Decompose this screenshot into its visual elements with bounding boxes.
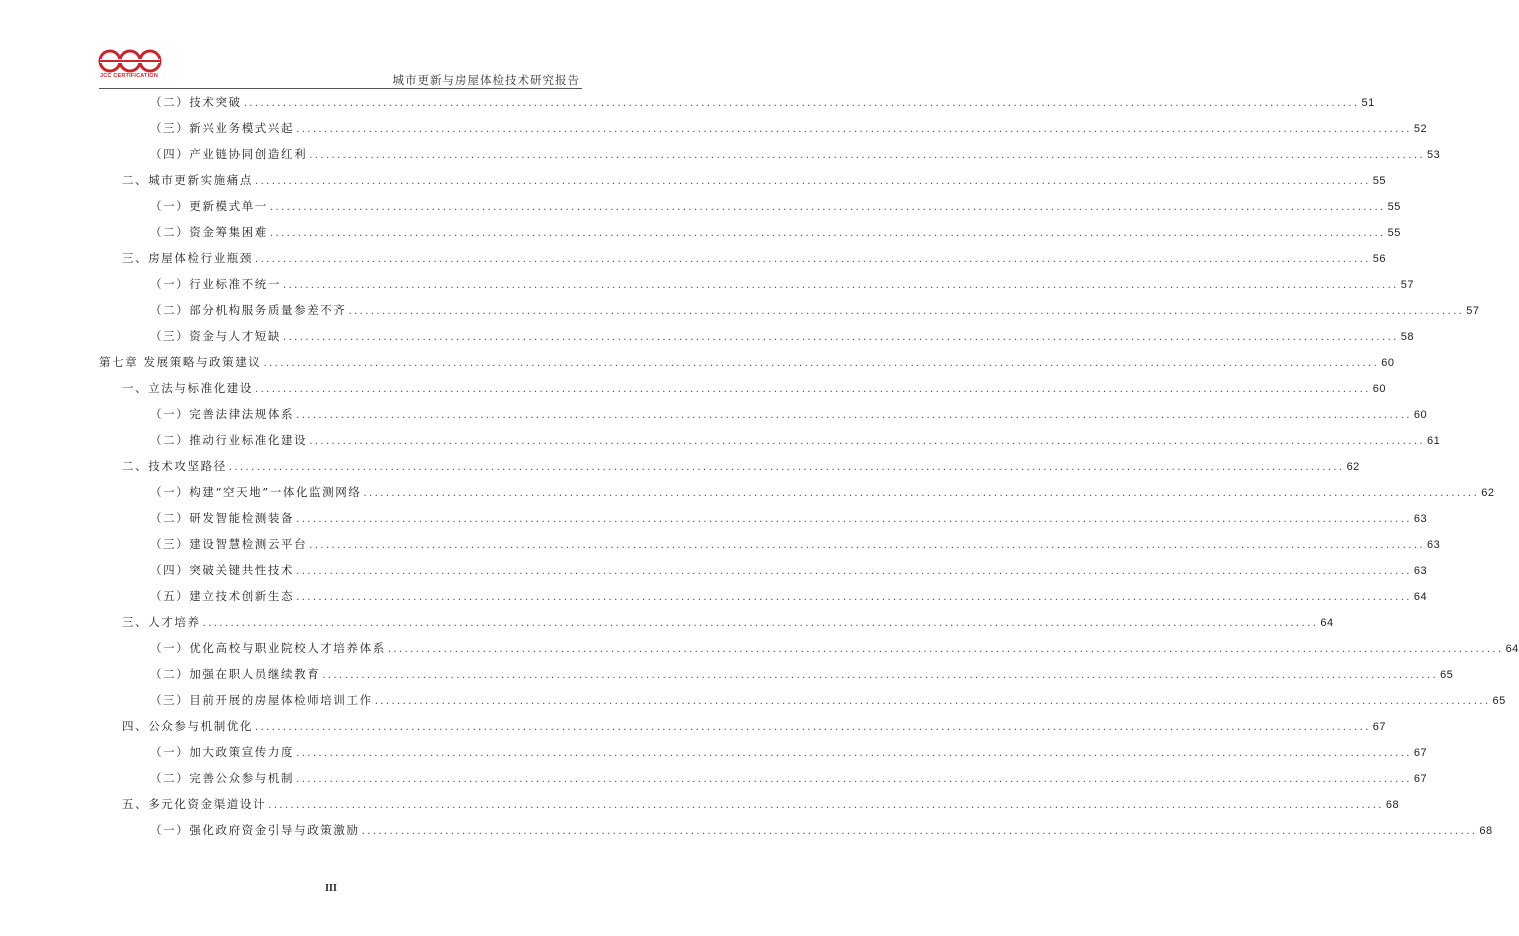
toc-leader-dots: ........................................................................................................................................................................................................ bbox=[255, 722, 1371, 733]
toc-leader-dots: ........................................................................................................................................................................................................ bbox=[283, 280, 1399, 291]
toc-entry[interactable] bbox=[99, 276, 1414, 292]
toc-entry-page: 51 bbox=[1361, 97, 1375, 109]
toc-entry[interactable] bbox=[99, 692, 1506, 708]
toc-leader-dots: ........................................................................................................................................................................................................ bbox=[374, 696, 1491, 707]
toc-entry-page: 65 bbox=[1492, 695, 1506, 707]
toc-leader-dots: ........................................................................................................................................................................................................ bbox=[309, 436, 1425, 447]
toc-entry-page: 55 bbox=[1387, 201, 1401, 213]
toc-entry[interactable] bbox=[99, 744, 1428, 760]
toc-entry[interactable] bbox=[99, 562, 1428, 578]
toc-leader-dots: ........................................................................................................................................................................................................ bbox=[255, 176, 1371, 187]
toc-entry-title: （二）资金筹集困难 bbox=[150, 225, 268, 239]
toc-entry-title: （二）推动行业标准化建设 bbox=[150, 433, 308, 447]
toc-leader-dots: ........................................................................................................................................................................................................ bbox=[255, 384, 1371, 395]
toc-entry[interactable] bbox=[99, 822, 1493, 838]
toc-entry-page: 62 bbox=[1481, 487, 1495, 499]
toc-entry[interactable] bbox=[99, 380, 1386, 396]
toc-entry-page: 67 bbox=[1413, 773, 1428, 785]
toc-entry[interactable] bbox=[99, 510, 1428, 526]
toc-entry-page: 60 bbox=[1372, 383, 1386, 395]
toc-entry-page: 63 bbox=[1413, 513, 1428, 525]
toc-leader-dots: ........................................................................................................................................................................................................ bbox=[263, 358, 1380, 369]
toc-entry-title: （三）资金与人才短缺 bbox=[150, 329, 281, 343]
toc-leader-dots: ........................................................................................................................................................................................................ bbox=[269, 228, 1386, 239]
toc-entry-page: 64 bbox=[1505, 643, 1519, 655]
toc-leader-dots: ........................................................................................................................................................................................................ bbox=[363, 488, 1480, 499]
toc-entry-title: （一）行业标准不统一 bbox=[150, 277, 281, 291]
toc-entry-title: （一）强化政府资金引导与政策激励 bbox=[150, 823, 360, 837]
toc-entry-page: 67 bbox=[1413, 747, 1428, 759]
toc-leader-dots: ........................................................................................................................................................................................................ bbox=[228, 462, 1345, 473]
toc-entry[interactable] bbox=[99, 172, 1386, 188]
toc-entry-title: （一）优化高校与职业院校人才培养体系 bbox=[150, 641, 386, 655]
toc-leader-dots: ........................................................................................................................................................................................................ bbox=[269, 202, 1386, 213]
toc-entry[interactable] bbox=[99, 796, 1400, 812]
toc-entry[interactable] bbox=[99, 94, 1375, 110]
toc-entry[interactable] bbox=[99, 588, 1428, 604]
toc-entry-title: 三、房屋体检行业瓶颈 bbox=[122, 251, 253, 265]
toc-entry-page: 63 bbox=[1413, 565, 1428, 577]
logo-text: JCC CERTIFICATION bbox=[100, 73, 158, 79]
toc-entry-title: 二、技术攻坚路径 bbox=[122, 459, 227, 473]
toc-entry[interactable] bbox=[99, 614, 1334, 630]
toc-entry-title: 一、立法与标准化建设 bbox=[122, 381, 253, 395]
toc-entry[interactable] bbox=[99, 224, 1401, 240]
toc-entry-title: （一）完善法律法规体系 bbox=[150, 407, 295, 421]
toc-entry-title: （三）新兴业务模式兴起 bbox=[150, 121, 295, 135]
toc-entry[interactable] bbox=[99, 640, 1519, 656]
toc-entry[interactable] bbox=[99, 120, 1428, 136]
toc-entry-page: 56 bbox=[1372, 253, 1386, 265]
toc-entry-page: 60 bbox=[1413, 409, 1428, 421]
toc-entry-page: 52 bbox=[1413, 123, 1428, 135]
toc-entry-title: （一）更新模式单一 bbox=[150, 199, 268, 213]
toc-entry-title: （四）突破关键共性技术 bbox=[150, 563, 295, 577]
toc-leader-dots: ........................................................................................................................................................................................................ bbox=[296, 124, 1412, 135]
toc-entry[interactable] bbox=[99, 302, 1480, 318]
toc-entry-page: 63 bbox=[1426, 539, 1441, 551]
toc-leader-dots: ........................................................................................................................................................................................................ bbox=[296, 748, 1412, 759]
toc-entry[interactable] bbox=[99, 432, 1441, 448]
toc-leader-dots: ........................................................................................................................................................................................................ bbox=[361, 826, 1478, 837]
toc-entry[interactable] bbox=[99, 328, 1414, 344]
toc-entry-page: 64 bbox=[1320, 617, 1334, 629]
toc-leader-dots: ........................................................................................................................................................................................................ bbox=[296, 514, 1412, 525]
toc-leader-dots: ........................................................................................................................................................................................................ bbox=[202, 618, 1319, 629]
toc-entry-title: 二、城市更新实施痛点 bbox=[122, 173, 253, 187]
page-number: III bbox=[325, 883, 337, 894]
toc-entry-title: 三、人才培养 bbox=[122, 615, 201, 629]
toc-entry-title: （三）建设智慧检测云平台 bbox=[150, 537, 308, 551]
toc-entry-title: （一）构建“空天地”一体化监测网络 bbox=[150, 485, 362, 499]
toc-entry[interactable] bbox=[99, 250, 1386, 266]
toc-entry[interactable] bbox=[99, 406, 1428, 422]
toc-leader-dots: ........................................................................................................................................................................................................ bbox=[309, 150, 1425, 161]
toc-leader-dots: ........................................................................................................................................................................................................ bbox=[268, 800, 1384, 811]
toc-leader-dots: ........................................................................................................................................................................................................ bbox=[322, 670, 1439, 681]
toc-entry-title: （二）技术突破 bbox=[150, 95, 242, 109]
toc-leader-dots: ........................................................................................................................................................................................................ bbox=[296, 774, 1412, 785]
toc-entry[interactable] bbox=[99, 770, 1428, 786]
toc-leader-dots: ........................................................................................................................................................................................................ bbox=[255, 254, 1371, 265]
toc-entry-title: 四、公众参与机制优化 bbox=[122, 719, 253, 733]
toc-leader-dots: ........................................................................................................................................................................................................ bbox=[283, 332, 1399, 343]
toc-leader-dots: ........................................................................................................................................................................................................ bbox=[348, 306, 1465, 317]
toc-entry-title: 第七章 发展策略与政策建议 bbox=[99, 355, 262, 369]
toc-entry-page: 64 bbox=[1413, 591, 1428, 603]
toc-entry-page: 68 bbox=[1385, 799, 1400, 811]
toc-entry-page: 55 bbox=[1372, 175, 1386, 187]
toc-entry-page: 55 bbox=[1387, 227, 1401, 239]
toc-entry-title: （五）建立技术创新生态 bbox=[150, 589, 295, 603]
toc-entry-page: 58 bbox=[1400, 331, 1414, 343]
toc-entry-page: 65 bbox=[1440, 669, 1454, 681]
toc-entry-page: 57 bbox=[1400, 279, 1414, 291]
toc-entry-page: 60 bbox=[1381, 357, 1395, 369]
toc-entry[interactable] bbox=[99, 146, 1441, 162]
toc-entry-page: 57 bbox=[1466, 305, 1480, 317]
toc-entry-title: （二）完善公众参与机制 bbox=[150, 771, 295, 785]
toc-entry[interactable] bbox=[99, 458, 1360, 474]
toc-leader-dots: ........................................................................................................................................................................................................ bbox=[387, 644, 1504, 655]
toc-entry-page: 62 bbox=[1346, 461, 1360, 473]
toc-leader-dots: ........................................................................................................................................................................................................ bbox=[296, 566, 1412, 577]
toc-leader-dots: ........................................................................................................................................................................................................ bbox=[296, 592, 1412, 603]
toc-entry-title: （二）部分机构服务质量参差不齐 bbox=[150, 303, 347, 317]
toc-entry-title: 五、多元化资金渠道设计 bbox=[122, 797, 267, 811]
toc-entry[interactable] bbox=[99, 354, 1395, 370]
toc-leader-dots: ........................................................................................................................................................................................................ bbox=[296, 410, 1412, 421]
toc-entry-page: 68 bbox=[1479, 825, 1493, 837]
toc-entry-page: 53 bbox=[1426, 149, 1441, 161]
logo-rings-icon bbox=[98, 46, 162, 76]
toc-entry-page: 67 bbox=[1372, 721, 1386, 733]
toc-entry-title: （一）加大政策宣传力度 bbox=[150, 745, 295, 759]
toc-entry[interactable] bbox=[99, 718, 1386, 734]
toc-entry-page: 61 bbox=[1426, 435, 1441, 447]
toc-entry-title: （二）加强在职人员继续教育 bbox=[150, 667, 321, 681]
toc-leader-dots: ........................................................................................................................................................................................................ bbox=[243, 98, 1360, 109]
toc-entry[interactable] bbox=[99, 666, 1454, 682]
running-header-title: 城市更新与房屋体检技术研究报告 bbox=[392, 73, 580, 87]
toc-entry-title: （四）产业链协同创造红利 bbox=[150, 147, 308, 161]
toc-entry-title: （三）目前开展的房屋体检师培训工作 bbox=[150, 693, 373, 707]
header-divider bbox=[99, 88, 582, 89]
toc-entry[interactable] bbox=[99, 536, 1441, 552]
toc-leader-dots: ........................................................................................................................................................................................................ bbox=[309, 540, 1425, 551]
toc-entry[interactable] bbox=[99, 484, 1495, 500]
toc-entry[interactable] bbox=[99, 198, 1401, 214]
toc-entry-title: （二）研发智能检测装备 bbox=[150, 511, 295, 525]
